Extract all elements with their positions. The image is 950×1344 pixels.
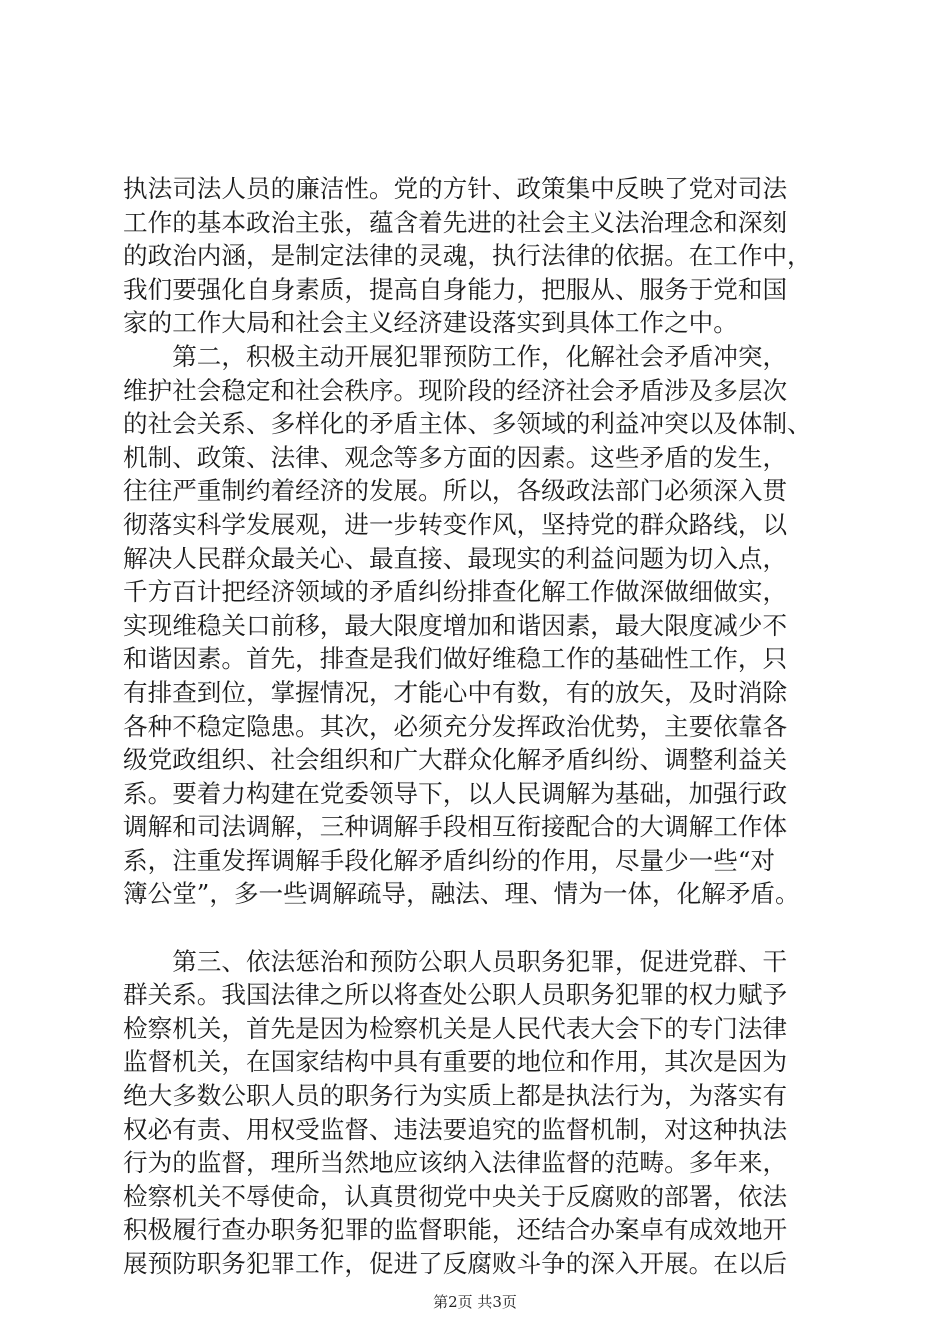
text-line: 级党政组织、社会组织和广大群众化解矛盾纠纷、调整利益关	[123, 745, 788, 775]
text-line: 和谐因素。首先，排查是我们做好维稳工作的基础性工作，只	[123, 644, 788, 674]
text-line: 往往严重制约着经济的发展。所以，各级政法部门必须深入贯	[123, 476, 788, 506]
text-line: 簿公堂”，多一些调解疏导，融法、理、情为一体，化解矛盾。	[123, 879, 800, 909]
paragraph-gap	[123, 911, 835, 945]
text-line: 机制、政策、法律、观念等多方面的因素。这些矛盾的发生，	[123, 442, 788, 472]
text-line: 各种不稳定隐患。其次，必须充分发挥政治优势，主要依靠各	[123, 711, 788, 741]
text-line: 维护社会稳定和社会秩序。现阶段的经济社会矛盾涉及多层次	[123, 375, 788, 405]
text-line: 彻落实科学发展观，进一步转变作风，坚持党的群众路线，以	[123, 509, 788, 539]
text-line: 的社会关系、多样化的矛盾主体、多领域的利益冲突以及体制、	[123, 409, 812, 439]
text-line: 检察机关，首先是因为检察机关是人民代表大会下的专门法律	[123, 1013, 788, 1043]
text-line: 实现维稳关口前移，最大限度增加和谐因素，最大限度减少不	[123, 610, 788, 640]
page-footer: 第2页 共3页	[433, 1293, 517, 1311]
text-line: 第三、依法惩治和预防公职人员职务犯罪，促进党群、干	[123, 946, 788, 976]
text-line: 积极履行查办职务犯罪的监督职能，还结合办案卓有成效地开	[123, 1215, 788, 1245]
text-line: 权必有责、用权受监督、违法要追究的监督机制，对这种执法	[123, 1114, 788, 1144]
text-line: 我们要强化自身素质，提高自身能力，把服从、服务于党和国	[123, 274, 788, 304]
text-line: 检察机关不辱使命，认真贯彻党中央关于反腐败的部署，依法	[123, 1181, 788, 1211]
text-line: 工作的基本政治主张，蕴含着先进的社会主义法治理念和深刻	[123, 207, 788, 237]
text-line: 解决人民群众最关心、最直接、最现实的利益问题为切入点，	[123, 543, 788, 573]
text-line: 调解和司法调解，三种调解手段相互衔接配合的大调解工作体	[123, 812, 788, 842]
text-line: 千方百计把经济领域的矛盾纠纷排查化解工作做深做细做实，	[123, 577, 788, 607]
body-text	[123, 172, 835, 1281]
text-line: 执法司法人员的廉洁性。党的方针、政策集中反映了党对司法	[123, 174, 788, 203]
text-line: 有排查到位，掌握情况，才能心中有数，有的放矢，及时消除	[123, 677, 788, 707]
text-line: 监督机关，在国家结构中具有重要的地位和作用，其次是因为	[123, 1047, 788, 1077]
text-line: 绝大多数公职人员的职务行为实质上都是执法行为，为落实有	[123, 1081, 788, 1111]
text-line: 家的工作大局和社会主义经济建设落实到具体工作之中。	[123, 308, 738, 338]
text-line: 第二，积极主动开展犯罪预防工作，化解社会矛盾冲突，	[123, 341, 788, 371]
text-line: 系。要着力构建在党委领导下，以人民调解为基础，加强行政	[123, 778, 788, 808]
text-line: 行为的监督，理所当然地应该纳入法律监督的范畴。多年来，	[123, 1148, 788, 1178]
text-line: 系，注重发挥调解手段化解矛盾纠纷的作用，尽量少一些“对	[123, 845, 776, 875]
text-line: 的政治内涵，是制定法律的灵魂，执行法律的依据。在工作中，	[123, 241, 812, 271]
text-line: 群关系。我国法律之所以将查处公职人员职务犯罪的权力赋予	[123, 980, 788, 1010]
text-line: 展预防职务犯罪工作，促进了反腐败斗争的深入开展。在以后	[123, 1249, 788, 1278]
